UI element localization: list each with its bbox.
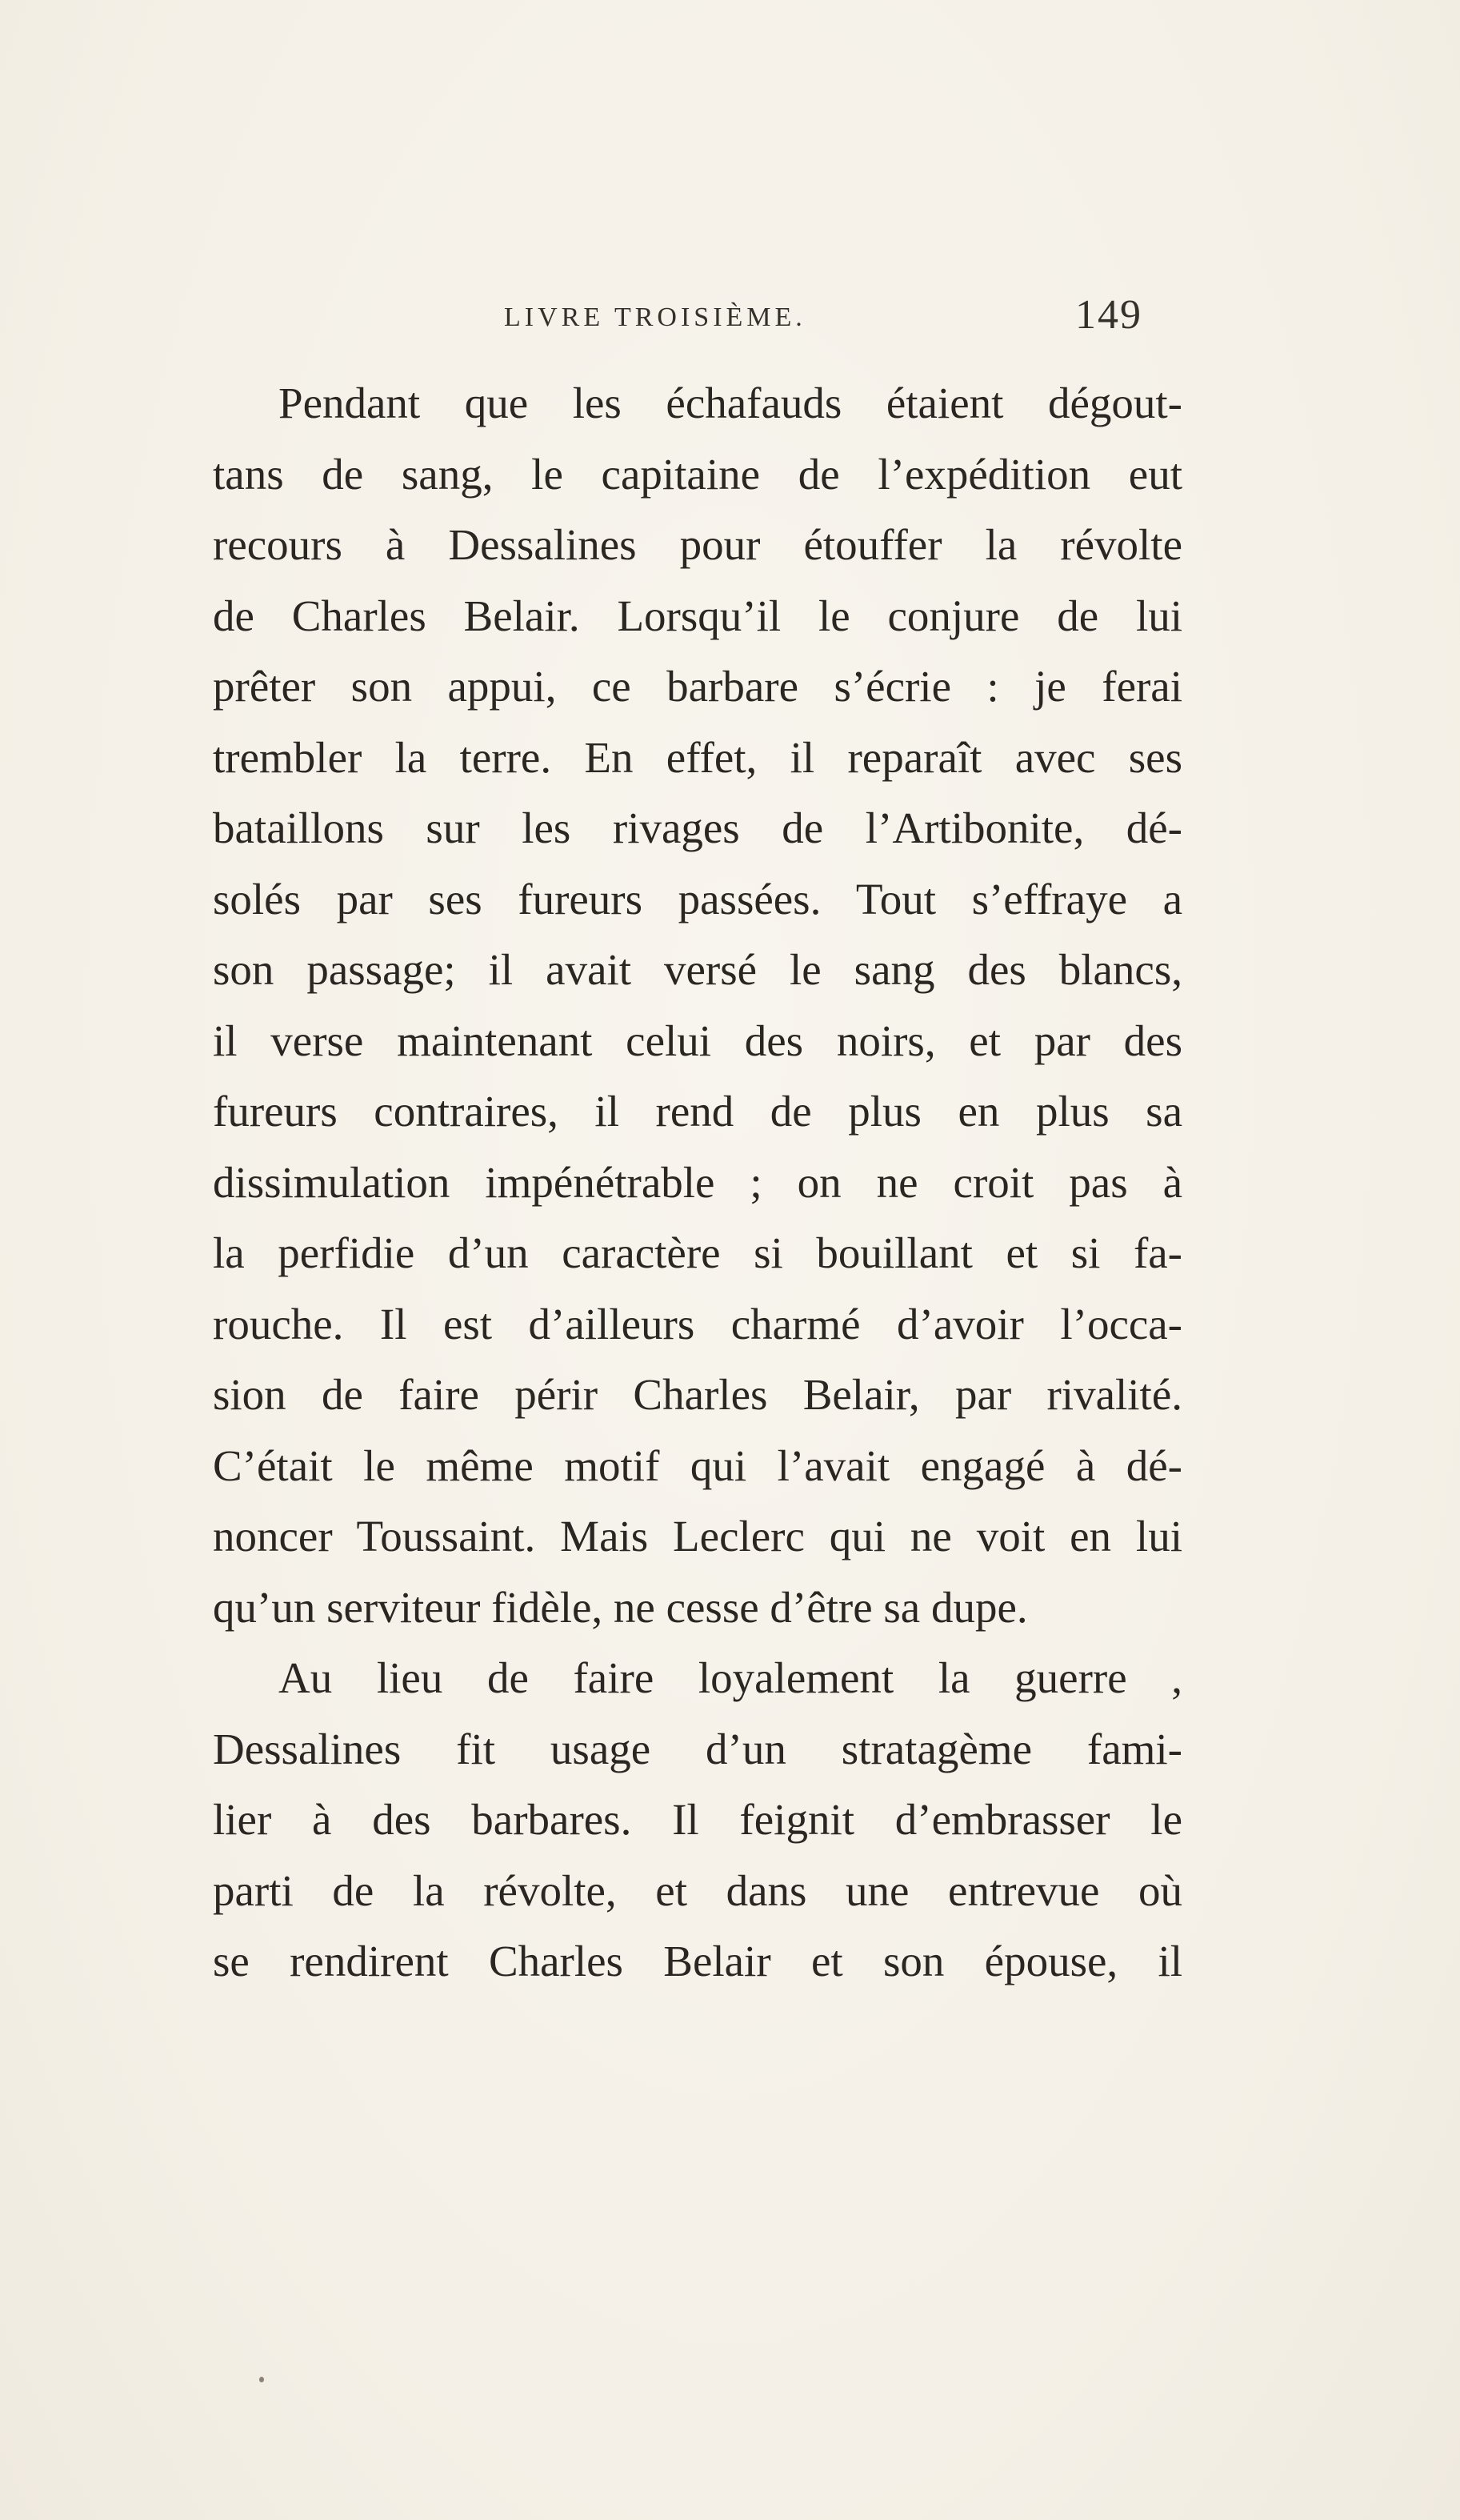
text-line: dissimulation impénétrable ; on ne croit pas à (213, 1157, 1182, 1207)
text-line: solés par ses fureurs passées. Tout s’effraye a (213, 874, 1182, 923)
text-line: Au lieu de faire loyalement la guerre , (278, 1653, 1182, 1702)
text-line: tans de sang, le capitaine de l’expédition eut (213, 449, 1182, 499)
text-line: noncer Toussaint. Mais Leclerc qui ne voit en lui (213, 1512, 1182, 1560)
text-line: son passage; il avait versé le sang des blancs, (213, 945, 1182, 994)
text-line: fureurs contraires, il rend de plus en plus sa (213, 1087, 1182, 1136)
text-line: recours à Dessalines pour étouffer la révolte (213, 520, 1182, 569)
text-line: de Charles Belair. Lorsqu’il le conjure de lui (213, 591, 1182, 640)
text-line: se rendirent Charles Belair et son épouse, il (213, 1937, 1182, 1985)
text-line: il verse maintenant celui des noirs, et par des (213, 1016, 1182, 1065)
paper-speck (259, 2377, 264, 2382)
text-line: lier à des barbares. Il feignit d’embrasser le (213, 1795, 1182, 1844)
text-line: Dessalines fit usage d’un stratagème fami- (213, 1724, 1182, 1773)
text-line: Pendant que les échafauds étaient dégout- (278, 379, 1182, 427)
text-line: parti de la révolte, et dans une entrevue où (213, 1865, 1182, 1915)
page-number: 149 (1075, 292, 1142, 338)
running-head: LIVRE TROISIÈME. (504, 302, 806, 332)
text-line: sion de faire périr Charles Belair, par rivalité. (213, 1370, 1182, 1419)
text-line: prêter son appui, ce barbare s’écrie : je ferai (213, 662, 1182, 711)
text-line: qu’un serviteur fidèle, ne cesse d’être sa dupe. (213, 1582, 1028, 1632)
body-text (213, 368, 1182, 1997)
text-line: la perfidie d’un caractère si bouillant et si fa- (213, 1228, 1182, 1277)
text-line: bataillons sur les rivages de l’Artibonite, dé- (213, 803, 1182, 852)
text-line: C’était le même motif qui l’avait engagé à dé- (213, 1440, 1182, 1490)
text-line: trembler la terre. En effet, il reparaît avec ses (213, 732, 1182, 782)
text-line: rouche. Il est d’ailleurs charmé d’avoir l’occa- (213, 1299, 1182, 1348)
